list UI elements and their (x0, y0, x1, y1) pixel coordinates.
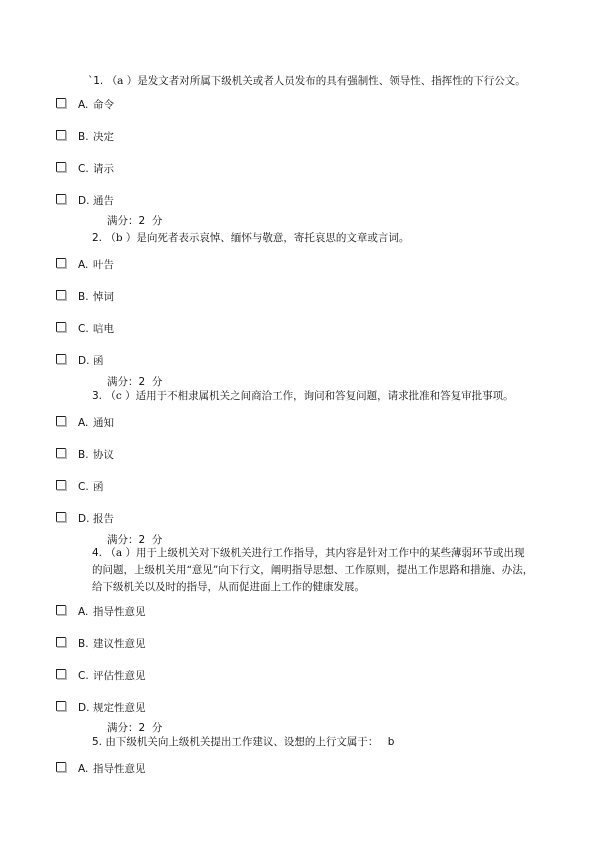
question-number: 2. (92, 232, 103, 244)
question-4-score (107, 720, 162, 735)
checkbox-icon[interactable] (56, 637, 66, 647)
checkbox-icon[interactable] (56, 162, 66, 172)
option-text: 报告 (93, 513, 114, 525)
score-unit: 分 (151, 376, 163, 388)
question-number: `1. (88, 75, 104, 87)
option-text: 评估性意见 (93, 670, 146, 682)
question-5-stem (92, 734, 394, 751)
checkbox-icon[interactable] (56, 290, 66, 300)
checkbox-icon[interactable] (56, 605, 66, 615)
option-letter: C. (78, 670, 89, 682)
option-letter: C. (78, 481, 89, 493)
option-letter: A. (78, 606, 89, 618)
option-letter: D. (78, 702, 90, 714)
question-4-stem-line-3 (92, 579, 365, 596)
score-value: 2 (138, 215, 146, 227)
score-value: 2 (138, 722, 146, 734)
option-text: 通知 (93, 417, 114, 429)
score-label: 满分： (107, 376, 139, 388)
option-text: 请示 (93, 163, 114, 175)
checkbox-icon[interactable] (56, 354, 66, 364)
option-letter: C. (78, 163, 89, 175)
question-text: （a ）用于上级机关对下级机关进行工作指导，其内容是针对工作中的某些薄弱环节或出现 (105, 547, 525, 559)
score-value: 2 (138, 534, 146, 546)
option-text: 规定性意见 (93, 702, 146, 714)
question-text: 给下级机关以及时的指导，从而促进面上工作的健康发展。 (92, 581, 365, 593)
score-label: 满分： (107, 215, 139, 227)
option-text: 命令 (93, 99, 114, 111)
question-2-stem (92, 230, 409, 247)
checkbox-icon[interactable] (56, 448, 66, 458)
option-text: 叶告 (93, 259, 114, 271)
question-text: （c ）适用于不相隶属机关之间商洽工作，询问和答复问题，请求批准和答复审批事项。 (105, 390, 514, 402)
option-letter: A. (78, 417, 89, 429)
option-letter: B. (78, 131, 89, 143)
question-text: （b ）是向死者表示哀悼、缅怀与敬意，寄托哀思的文章或言词。 (105, 232, 410, 244)
question-number: 4. (92, 547, 103, 559)
question-4-stem-line-2 (92, 562, 533, 579)
checkbox-icon[interactable] (56, 512, 66, 522)
checkbox-icon[interactable] (56, 669, 66, 679)
option-text: 悼词 (93, 291, 114, 303)
question-1-score (107, 213, 162, 228)
option-letter: D. (78, 355, 90, 367)
option-letter: B. (78, 638, 89, 650)
option-letter: D. (78, 513, 90, 525)
score-unit: 分 (151, 722, 163, 734)
question-3-stem (92, 388, 514, 405)
option-letter: D. (78, 195, 90, 207)
checkbox-icon[interactable] (56, 480, 66, 490)
question-text: （a ）是发文者对所属下级机关或者人员发布的具有强制性、领导性、指挥性的下行公文。 (106, 75, 526, 87)
score-label: 满分： (107, 534, 139, 546)
option-text: 指导性意见 (93, 763, 146, 775)
question-text: 由下级机关向上级机关提出工作建议、设想的上行文属于： (105, 736, 379, 748)
option-letter: A. (78, 259, 89, 271)
option-letter: B. (78, 291, 89, 303)
score-unit: 分 (151, 215, 163, 227)
score-value: 2 (138, 376, 146, 388)
option-text: 协议 (93, 449, 114, 461)
checkbox-icon[interactable] (56, 98, 66, 108)
checkbox-icon[interactable] (56, 130, 66, 140)
checkbox-icon[interactable] (56, 762, 66, 772)
checkbox-icon[interactable] (56, 322, 66, 332)
option-text: 决定 (93, 131, 114, 143)
question-number: 3. (92, 390, 103, 402)
option-text: 建议性意见 (93, 638, 146, 650)
question-text: 的问题，上级机关用“意见”向下行文，阐明指导思想、工作原则，提出工作思路和措施、办法， (92, 564, 534, 576)
option-letter: C. (78, 323, 89, 335)
question-1-stem (88, 73, 526, 90)
score-unit: 分 (151, 534, 163, 546)
question-number: 5. (92, 736, 103, 748)
option-text: 通告 (93, 195, 114, 207)
checkbox-icon[interactable] (56, 194, 66, 204)
option-text: 函 (93, 355, 104, 367)
score-label: 满分： (107, 722, 139, 734)
option-letter: A. (78, 99, 89, 111)
option-text: 指导性意见 (93, 606, 146, 618)
option-letter: B. (78, 449, 89, 461)
checkbox-icon[interactable] (56, 258, 66, 268)
checkbox-icon[interactable] (56, 701, 66, 711)
question-2-score (107, 374, 162, 389)
checkbox-icon[interactable] (56, 416, 66, 426)
option-text: 函 (93, 481, 104, 493)
option-text: 唁电 (93, 323, 114, 335)
option-letter: A. (78, 763, 89, 775)
question-4-stem (92, 545, 524, 562)
answer-value: b (387, 736, 395, 748)
